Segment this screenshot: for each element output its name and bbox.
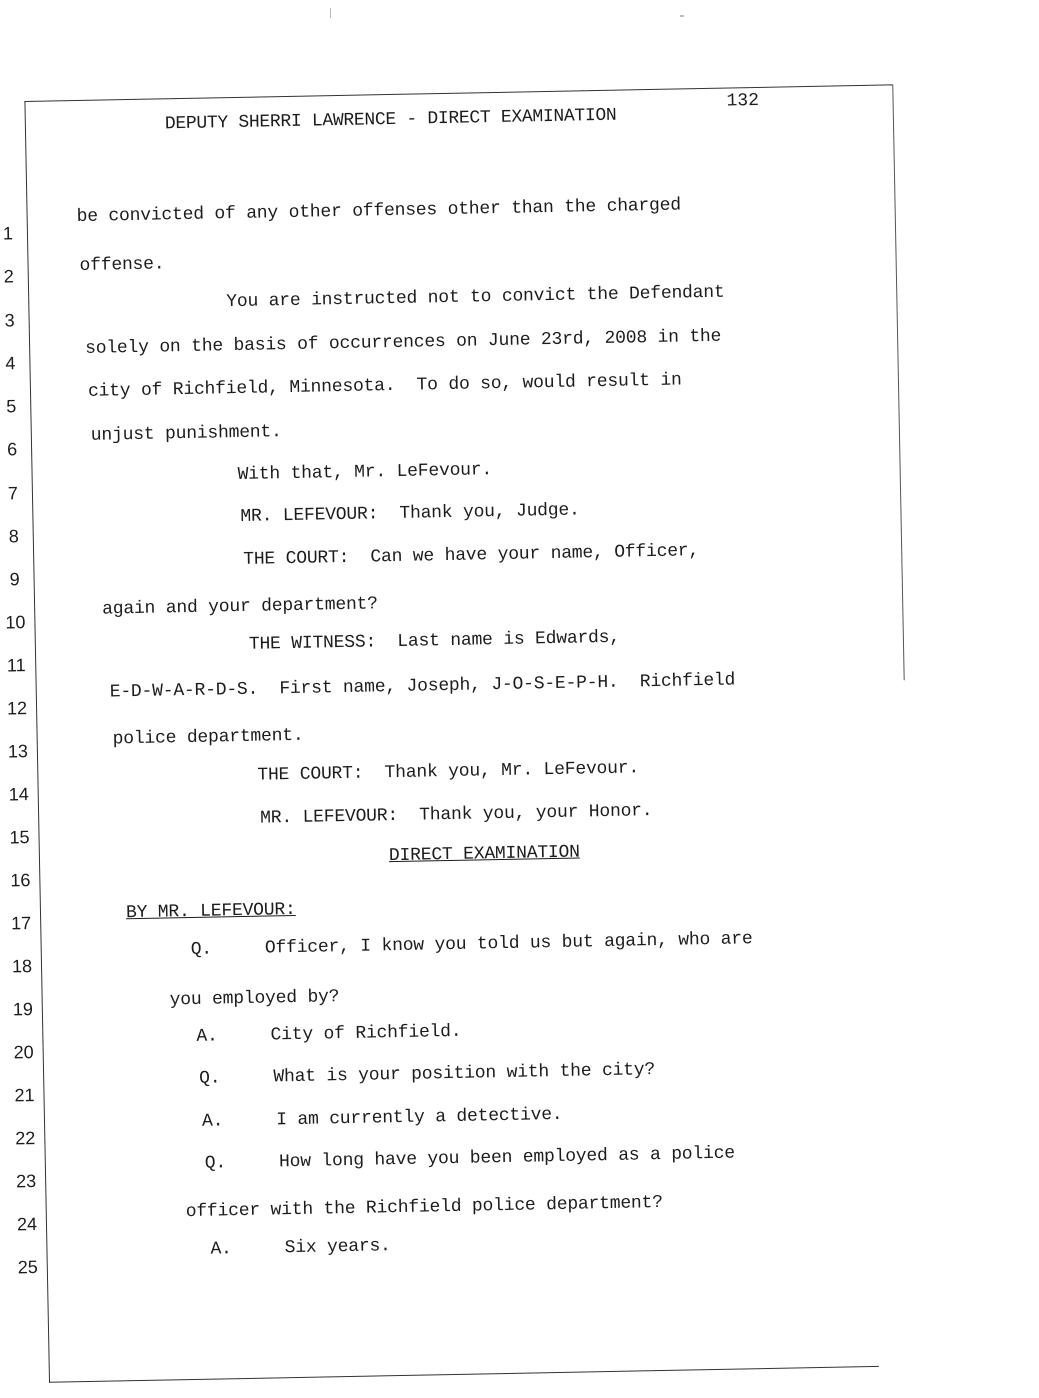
page-number: 132 (726, 90, 760, 112)
line-number: 8 (8, 526, 19, 547)
page-header-title: DEPUTY SHERRI LAWRENCE - DIRECT EXAMINATION (164, 105, 617, 135)
line-number: 5 (6, 396, 17, 417)
transcript-line: police department. (112, 725, 304, 750)
section-heading: DIRECT EXAMINATION (388, 842, 580, 867)
transcript-line: E-D-W-A-R-D-S. First name, Joseph, J-O-S-E-P-H. Richfield (109, 670, 736, 703)
line-number: 16 (10, 870, 31, 891)
transcript-line: Q. Officer, I know you told us but again, who are (190, 929, 753, 960)
line-number: 12 (6, 698, 28, 719)
transcript-line: You are instructed not to convict the Defendant (226, 282, 725, 313)
line-number: 15 (9, 827, 30, 848)
transcript-line: A. City of Richfield. (196, 1021, 462, 1047)
line-number: 22 (15, 1128, 36, 1149)
transcript-line: you employed by? (169, 987, 340, 1011)
line-number: 25 (17, 1256, 39, 1278)
transcript-line: Q. How long have you been employed as a police (204, 1143, 736, 1174)
examiner-line (126, 900, 296, 923)
transcript-line: THE COURT: Can we have your name, Officer, (243, 541, 700, 570)
scan-speck (330, 8, 331, 18)
line-number: 19 (12, 999, 34, 1020)
line-number: 24 (16, 1213, 38, 1235)
line-number: 20 (13, 1042, 34, 1063)
line-number: 13 (7, 741, 29, 762)
line-number: 11 (6, 655, 26, 676)
line-number: 21 (14, 1085, 35, 1106)
line-number: 14 (8, 784, 29, 805)
transcript-line: Q. What is your position with the city? (199, 1060, 656, 1089)
line-number: 1 (2, 223, 14, 244)
examiner-name: BY MR. LEFEVOUR: (125, 899, 296, 924)
scan-speck (680, 15, 684, 17)
page-border-bottom (49, 1366, 879, 1383)
transcript-line: be convicted of any other offenses other than the charged (76, 195, 682, 228)
transcript-line: MR. LEFEVOUR: Thank you, your Honor. (260, 801, 653, 829)
line-number: 23 (15, 1170, 37, 1192)
line-number: 17 (10, 913, 32, 934)
transcript-line: A. I am currently a detective. (201, 1104, 563, 1132)
transcript-line: unjust punishment. (90, 422, 282, 446)
line-number: 6 (6, 439, 18, 460)
transcript-line: solely on the basis of occurrences on June 23rd, 2008 in the (84, 326, 722, 359)
transcript-line: again and your department? (101, 594, 378, 620)
transcript-line: A. Six years. (210, 1236, 391, 1260)
line-number: 3 (4, 310, 15, 331)
page-border-top (24, 84, 892, 102)
line-number: 2 (3, 266, 14, 287)
line-number: 9 (9, 569, 20, 590)
transcript-line: city of Richfield, Minnesota. To do so, would result in (87, 370, 682, 402)
transcript-line: With that, Mr. LeFevour. (237, 460, 493, 485)
line-number: 4 (5, 353, 16, 374)
transcript-line: MR. LEFEVOUR: Thank you, Judge. (240, 500, 580, 527)
page-border-right (892, 84, 904, 680)
line-number: 18 (11, 956, 33, 977)
line-number: 7 (7, 483, 19, 504)
transcript-line: offense. (79, 254, 165, 276)
line-number: 10 (5, 612, 26, 633)
transcript-line: officer with the Richfield police department? (185, 1192, 663, 1223)
transcript-line: THE WITNESS: Last name is Edwards, (248, 627, 621, 655)
transcript-line: THE COURT: Thank you, Mr. LeFevour. (257, 758, 640, 786)
